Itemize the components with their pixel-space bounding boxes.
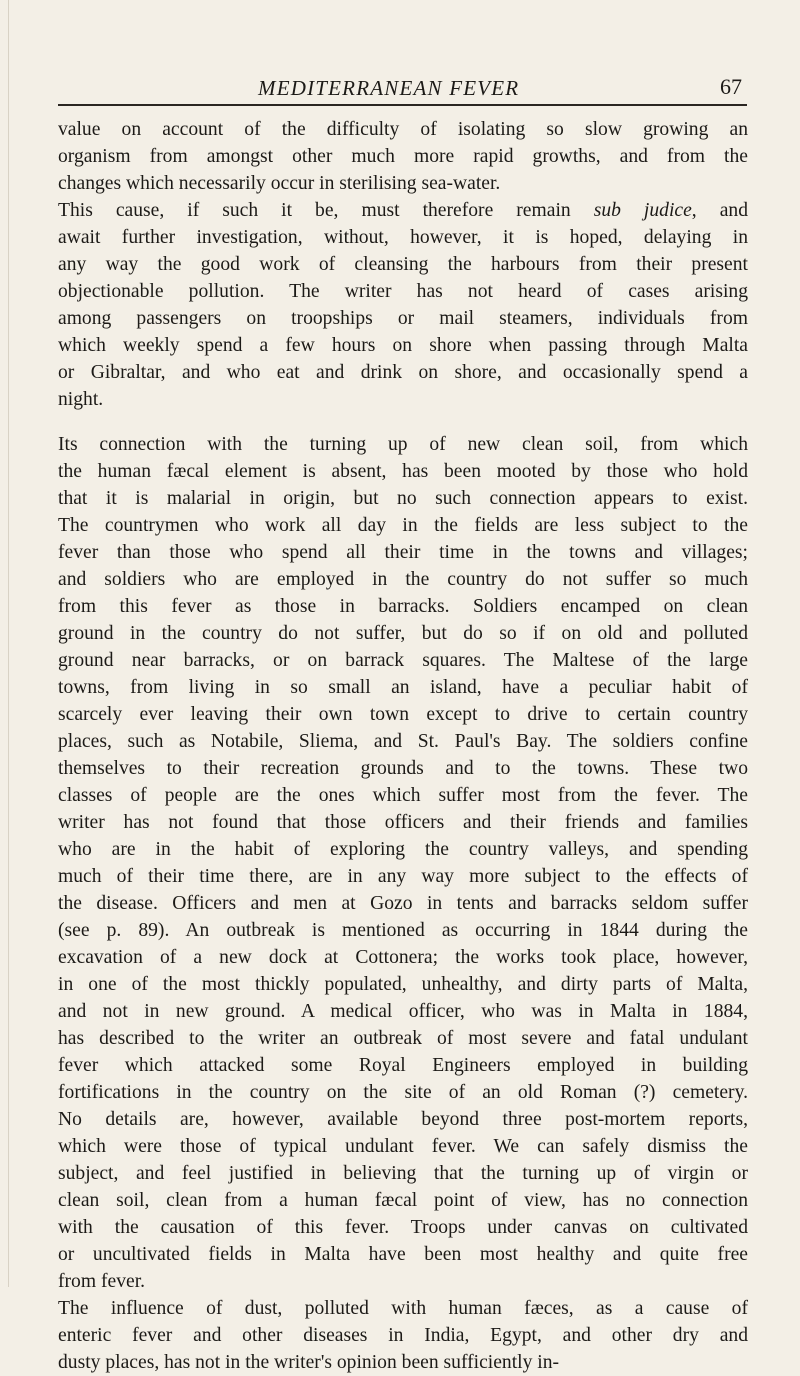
text-line: value on account of the difficulty of isolating so slow growing an bbox=[58, 119, 748, 140]
italic-phrase: sub judice bbox=[593, 200, 692, 221]
text-line: any way the good work of cleansing the harbours from their present bbox=[58, 254, 748, 275]
text-line: subject, and feel justified in believing that the turning up of virgin or bbox=[58, 1163, 748, 1184]
text-line: enteric fever and other diseases in India, Egypt, and other dry and bbox=[58, 1325, 748, 1346]
text-line: in one of the most thickly populated, unhealthy, and dirty parts of Malta, bbox=[58, 974, 748, 995]
text-line: objectionable pollution. The writer has not heard of cases arising bbox=[58, 281, 748, 302]
text-line: ground in the country do not suffer, but do so if on old and polluted bbox=[58, 623, 748, 644]
running-title: MEDITERRANEAN FEVER bbox=[258, 76, 520, 100]
text-line: that it is malarial in origin, but no such connection appears to exist. bbox=[58, 488, 748, 509]
text-line: which weekly spend a few hours on shore when passing through Malta bbox=[58, 335, 748, 356]
text-fragment: This cause, if such it be, must therefore remain bbox=[58, 200, 594, 221]
text-fragment: , and bbox=[691, 200, 748, 221]
text-line: themselves to their recreation grounds and to the towns. These two bbox=[58, 758, 748, 779]
text-line: much of their time there, are in any way more subject to the effects of bbox=[58, 866, 748, 887]
text-line: clean soil, clean from a human fæcal point of view, has no connection bbox=[58, 1190, 748, 1211]
text-line: writer has not found that those officers and their friends and families bbox=[58, 812, 748, 833]
paragraph-2 bbox=[58, 197, 748, 413]
text-line: among passengers on troopships or mail steamers, individuals from bbox=[58, 308, 748, 329]
paragraph-3 bbox=[58, 431, 748, 1295]
text-line: fever than those who spend all their time in the towns and villages; bbox=[58, 542, 748, 563]
text-line: towns, from living in so small an island, have a peculiar habit of bbox=[58, 677, 748, 698]
page-edge-shadow bbox=[8, 0, 9, 1287]
header-rule bbox=[58, 104, 747, 106]
text-line: fortifications in the country on the site of an old Roman (?) cemetery. bbox=[58, 1082, 748, 1103]
text-line: The countrymen who work all day in the fields are less subject to the bbox=[58, 515, 748, 536]
text-line: the human fæcal element is absent, has been mooted by those who hold bbox=[58, 461, 748, 482]
text-line: excavation of a new dock at Cottonera; the works took place, however, bbox=[58, 947, 748, 968]
text-line: night. bbox=[58, 389, 104, 410]
text-line: or uncultivated fields in Malta have been most healthy and quite free bbox=[58, 1244, 748, 1265]
text-line: with the causation of this fever. Troops under canvas on cultivated bbox=[58, 1217, 748, 1238]
text-line: scarcely ever leaving their own town except to drive to certain country bbox=[58, 704, 748, 725]
text-line: classes of people are the ones which suffer most from the fever. The bbox=[58, 785, 748, 806]
text-line: await further investigation, without, however, it is hoped, delaying in bbox=[58, 227, 748, 248]
text-line: fever which attacked some Royal Engineers employed in building bbox=[58, 1055, 748, 1076]
text-line: ground near barracks, or on barrack squares. The Maltese of the large bbox=[58, 650, 748, 671]
text-line: or Gibraltar, and who eat and drink on shore, and occasionally spend a bbox=[58, 362, 748, 383]
text-line: has described to the writer an outbreak of most severe and fatal undulant bbox=[58, 1028, 748, 1049]
text-line: dusty places, has not in the writer's opinion been sufficiently in- bbox=[58, 1352, 560, 1373]
text-line: The influence of dust, polluted with human fæces, as a cause of bbox=[58, 1298, 748, 1319]
text-line: organism from amongst other much more rapid growths, and from the bbox=[58, 146, 748, 167]
text-line: which were those of typical undulant fever. We can safely dismiss the bbox=[58, 1136, 748, 1157]
text-line: and not in new ground. A medical officer, who was in Malta in 1884, bbox=[58, 1001, 748, 1022]
text-line: places, such as Notabile, Sliema, and St. Paul's Bay. The soldiers confine bbox=[58, 731, 748, 752]
text-line: changes which necessarily occur in sterilising sea-water. bbox=[58, 173, 501, 194]
text-line: from this fever as those in barracks. Soldiers encamped on clean bbox=[58, 596, 748, 617]
page-number: 67 bbox=[720, 74, 742, 99]
text-line: Its connection with the turning up of new clean soil, from which bbox=[58, 434, 748, 455]
body-text bbox=[58, 116, 748, 1376]
text-line: and soldiers who are employed in the country do not suffer so much bbox=[58, 569, 748, 590]
paragraph-1 bbox=[58, 116, 748, 197]
text-line: (see p. 89). An outbreak is mentioned as occurring in 1844 during the bbox=[58, 920, 748, 941]
text-line-with-italic bbox=[58, 197, 748, 224]
text-line: who are in the habit of exploring the country valleys, and spending bbox=[58, 839, 748, 860]
text-line: from fever. bbox=[58, 1271, 146, 1292]
paragraph-4 bbox=[58, 1295, 748, 1376]
text-line: No details are, however, available beyond three post-mortem reports, bbox=[58, 1109, 748, 1130]
text-line: the disease. Officers and men at Gozo in tents and barracks seldom suffer bbox=[58, 893, 748, 914]
